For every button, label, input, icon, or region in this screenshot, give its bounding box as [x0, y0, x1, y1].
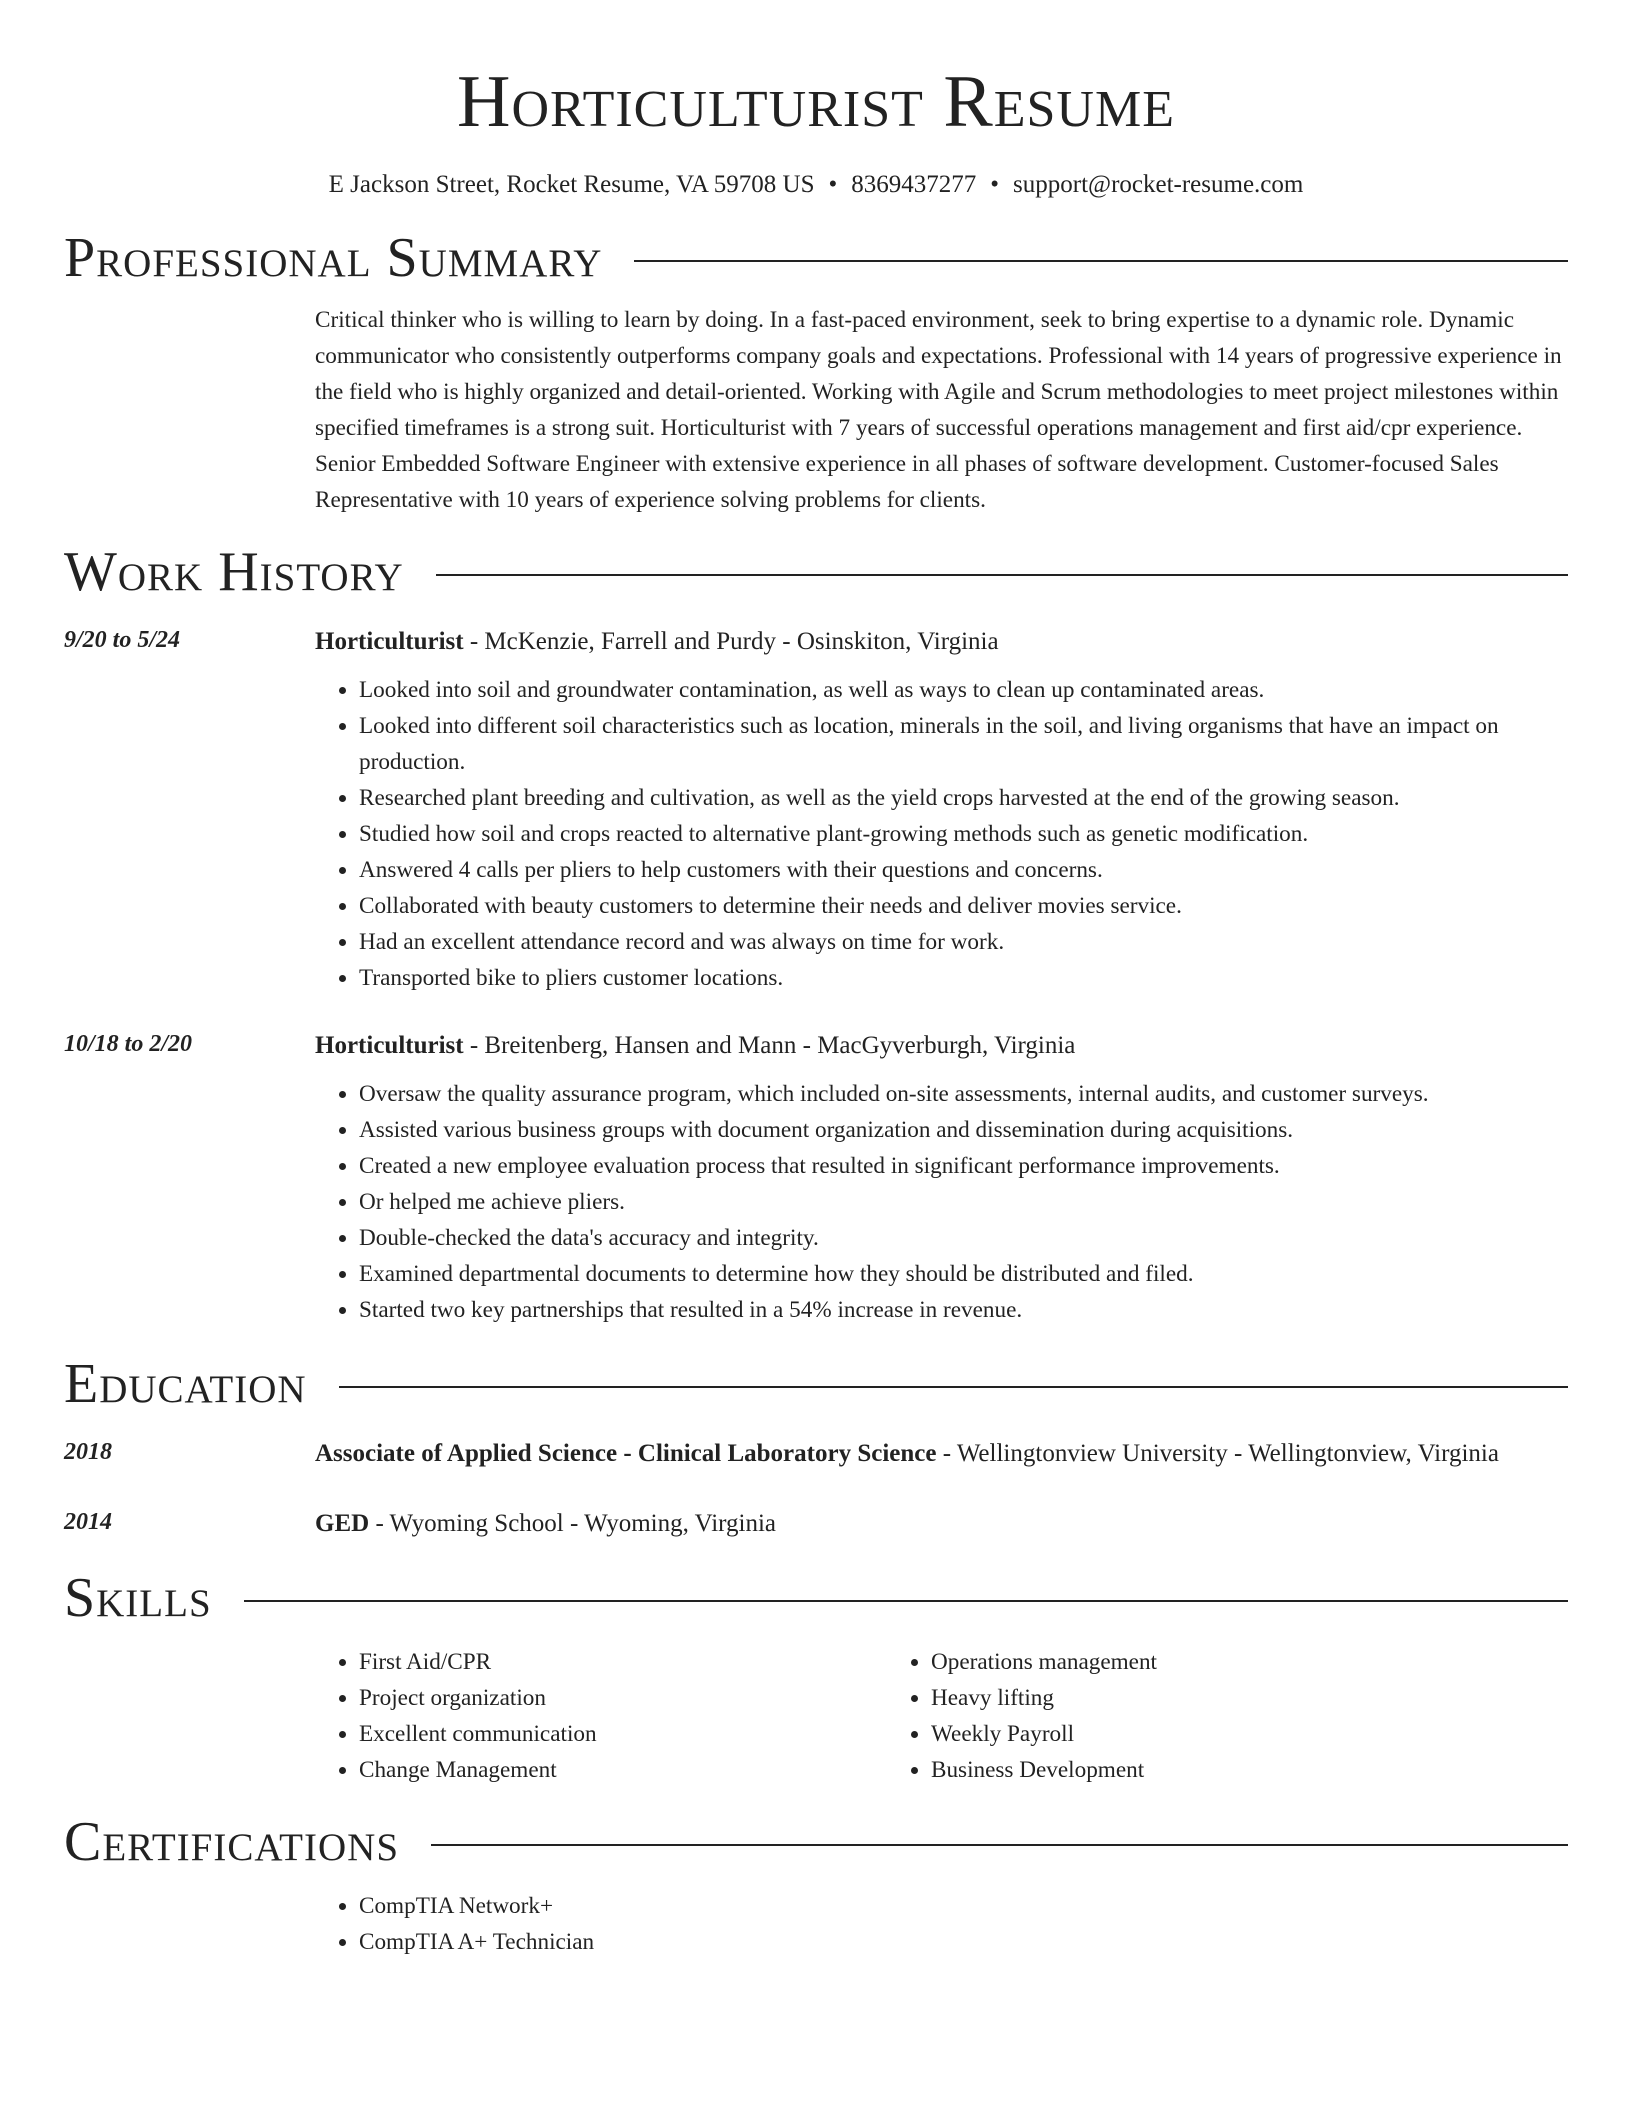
education-body — [315, 1504, 1568, 1544]
contact-phone: 8369437277 — [851, 171, 977, 198]
section-header-summary — [64, 226, 1568, 290]
skills-list — [315, 1644, 1568, 1788]
skill-item: • Project organization — [359, 1680, 887, 1716]
job-bullet: • Assisted various business groups with document organization and dissemination during acquisitions. — [359, 1112, 1568, 1148]
section-rule — [634, 260, 1568, 262]
section-header-education — [64, 1352, 1568, 1416]
job-bullet: • Double-checked the data's accuracy and integrity. — [359, 1220, 1568, 1256]
contact-separator: • — [990, 171, 1000, 198]
skills-column-right — [887, 1644, 1459, 1788]
skills-column-left — [315, 1644, 887, 1788]
job-details: - McKenzie, Farrell and Purdy - Osinskiton, Virginia — [463, 628, 999, 655]
section-title-education: Education — [64, 1353, 307, 1415]
job-details: - Breitenberg, Hansen and Mann - MacGyverburgh, Virginia — [463, 1032, 1076, 1059]
section-header-certifications — [64, 1810, 1568, 1874]
education-degree: GED — [315, 1510, 370, 1537]
section-title-summary: Professional Summary — [64, 227, 603, 289]
job-bullet: • Answered 4 calls per pliers to help customers with their questions and concerns. — [359, 852, 1568, 888]
job-entry — [64, 1026, 1568, 1328]
certifications-list — [315, 1888, 1568, 1960]
skill-item: • Change Management — [359, 1752, 887, 1788]
job-dates: 10/18 to 2/20 — [64, 1031, 193, 1057]
education-details: - Wyoming School - Wyoming, Virginia — [369, 1510, 777, 1537]
section-title-certifications: Certifications — [64, 1811, 400, 1873]
job-bullet: • Or helped me achieve pliers. — [359, 1184, 1568, 1220]
contact-email: support@rocket-resume.com — [1013, 171, 1304, 198]
job-dates: 9/20 to 5/24 — [64, 627, 181, 653]
skill-item: • Weekly Payroll — [931, 1716, 1459, 1752]
section-title-work: Work History — [64, 541, 404, 603]
job-bullet: • Oversaw the quality assurance program, which included on-site assessments, internal audits, and customer surveys. — [359, 1076, 1568, 1112]
job-heading — [315, 622, 1568, 662]
job-bullets — [315, 1076, 1568, 1328]
skill-item: • First Aid/CPR — [359, 1644, 887, 1680]
skill-item: • Operations management — [931, 1644, 1459, 1680]
job-heading — [315, 1026, 1568, 1066]
job-bullet: • Researched plant breeding and cultivation, as well as the yield crops harvested at the end of the growing season. — [359, 780, 1568, 816]
job-role: Horticulturist — [315, 628, 464, 655]
certification-item: • CompTIA A+ Technician — [359, 1924, 1568, 1960]
summary-text: Critical thinker who is willing to learn by doing. In a fast-paced environment, seek to bring expertise to a dynamic role. Dynamic communicator who consistently outperforms company goals and expectations. Professional with 14 years of progressive experience in the field who is highly organized and detail-oriented. Working with Agile and Scrum methodologies to meet project milestones within specified timeframes is a strong suit. Horticulturist with 7 years of successful operations management and first aid/cpr experience. Senior Embedded Software Engineer with extensive experience in all phases of software development. Customer-focused Sales Representative with 10 years of experience solving problems for clients. — [315, 307, 1562, 513]
section-header-skills — [64, 1566, 1568, 1630]
job-entry — [64, 622, 1568, 996]
job-bullet: • Examined departmental documents to determine how they should be distributed and filed. — [359, 1256, 1568, 1292]
section-title-skills: Skills — [64, 1567, 212, 1629]
education-year: 2014 — [64, 1509, 112, 1535]
skill-item: • Excellent communication — [359, 1716, 887, 1752]
job-bullet: • Started two key partnerships that resulted in a 54% increase in revenue. — [359, 1292, 1568, 1328]
skill-item: • Business Development — [931, 1752, 1459, 1788]
education-entry — [64, 1434, 1568, 1474]
education-body — [315, 1434, 1568, 1474]
job-body — [315, 622, 1568, 996]
certification-item: • CompTIA Network+ — [359, 1888, 1568, 1924]
contact-separator: • — [828, 171, 838, 198]
job-body — [315, 1026, 1568, 1328]
resume-title: Horticulturist Resume — [457, 61, 1175, 143]
certifications-bullets — [315, 1888, 1568, 1960]
job-bullet: • Created a new employee evaluation process that resulted in significant performance improvements. — [359, 1148, 1568, 1184]
contact-address: E Jackson Street, Rocket Resume, VA 59708 US — [328, 171, 815, 198]
education-year: 2018 — [64, 1439, 112, 1465]
contact-line — [64, 170, 1568, 200]
section-rule — [339, 1386, 1568, 1388]
section-rule — [431, 1844, 1568, 1846]
job-bullet: • Had an excellent attendance record and was always on time for work. — [359, 924, 1568, 960]
education-heading — [315, 1434, 1568, 1474]
education-heading — [315, 1504, 1568, 1544]
section-rule — [244, 1600, 1568, 1602]
education-degree: Associate of Applied Science - Clinical Laboratory Science — [315, 1440, 937, 1467]
job-role: Horticulturist — [315, 1032, 464, 1059]
job-bullet: • Collaborated with beauty customers to determine their needs and deliver movies service. — [359, 888, 1568, 924]
skill-item: • Heavy lifting — [931, 1680, 1459, 1716]
education-details: - Wellingtonview University - Wellingtonview, Virginia — [936, 1440, 1499, 1467]
section-rule — [436, 574, 1568, 576]
section-header-work — [64, 540, 1568, 604]
job-bullets — [315, 672, 1568, 996]
job-bullet: • Looked into different soil characteristics such as location, minerals in the soil, and living organisms that have an impact on production. — [359, 708, 1568, 780]
job-bullet: • Studied how soil and crops reacted to alternative plant-growing methods such as genetic modification. — [359, 816, 1568, 852]
job-bullet: • Transported bike to pliers customer locations. — [359, 960, 1568, 996]
education-entry — [64, 1504, 1568, 1544]
job-bullet: • Looked into soil and groundwater contamination, as well as ways to clean up contaminated areas. — [359, 672, 1568, 708]
